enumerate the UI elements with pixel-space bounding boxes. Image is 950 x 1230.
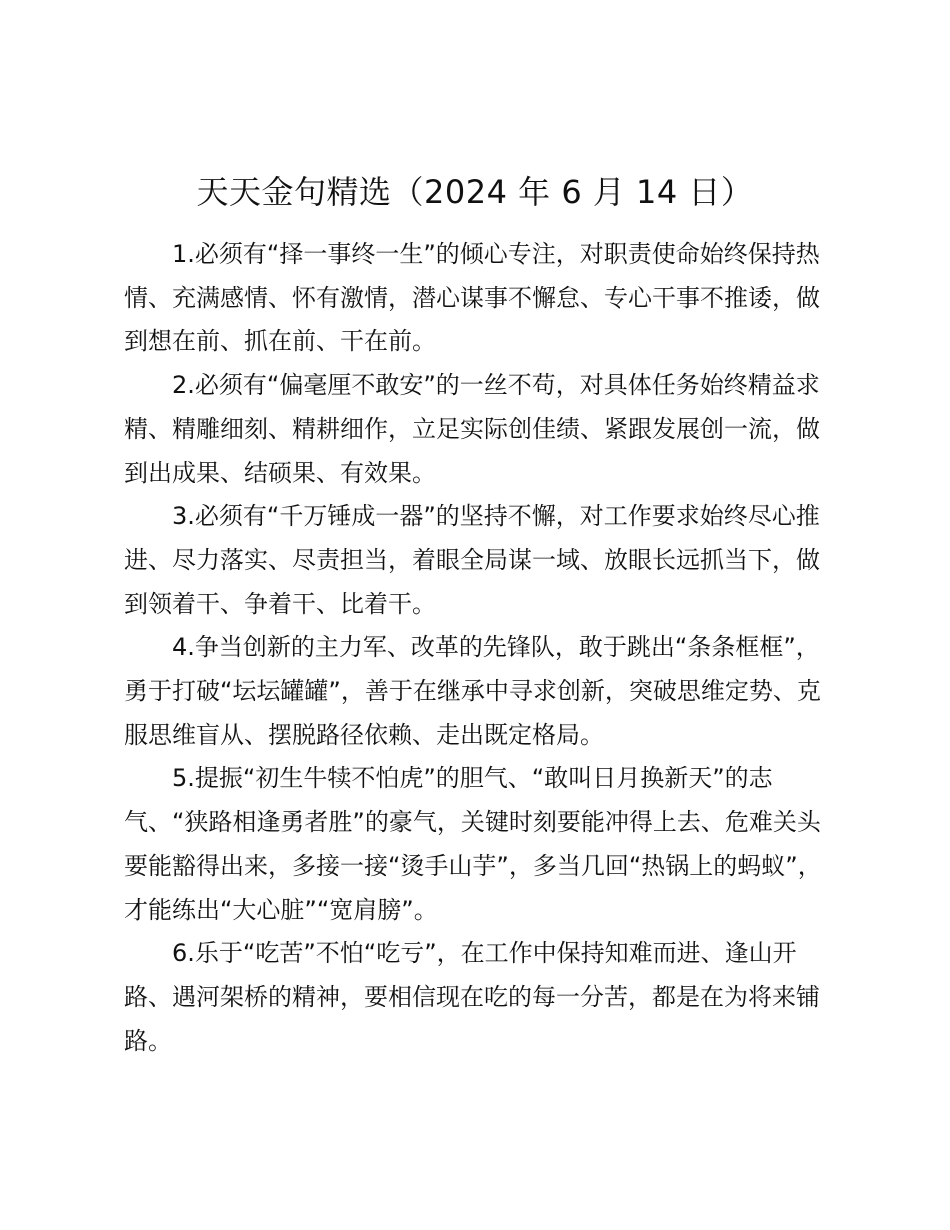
paragraph-4: 4.争当创新的主力军、改革的先锋队，敢于跳出“条条框框”，勇于打破“坛坛罐罐”，善于在继承中寻求创新，突破思维定势、克服思维盲从、摆脱路径依赖、走出既定格局。	[124, 633, 821, 749]
paragraph-5: 5.提振“初生牛犊不怕虎”的胆气、“敢叫日月换新天”的志气、“狭路相逢勇者胜”的豪气，关键时刻要能冲得上去、危难关头要能豁得出来，多接一接“烫手山芋”，多当几回“热锅上的蚂蚁”，才能练出“大心脏”“宽肩膀”。	[124, 764, 822, 924]
paragraph-6: 6.乐于“吃苦”不怕“吃亏”，在工作中保持知难而进、逢山开路、遇河架桥的精神，要相信现在吃的每一分苦，都是在为将来铺路。	[124, 939, 820, 1055]
paragraph-2: 2.必须有“偏毫厘不敢安”的一丝不苟，对具体任务始终精益求精、精雕细刻、精耕细作，立足实际创佳绩、紧跟发展创一流，做到出成果、结硕果、有效果。	[124, 371, 820, 487]
paragraph-3: 3.必须有“千万锤成一器”的坚持不懈，对工作要求始终尽心推进、尽力落实、尽责担当，着眼全局谋一域、放眼长远抓当下，做到领着干、争着干、比着干。	[124, 502, 820, 618]
document-body	[124, 233, 836, 1063]
paragraph-1: 1.必须有“择一事终一生”的倾心专注，对职责使命始终保持热情、充满感情、怀有激情，潜心谋事不懈怠、专心干事不推诿，做到想在前、抓在前、干在前。	[124, 240, 820, 356]
document-title: 天天金句精选（2024 年 6 月 14 日）	[196, 173, 754, 211]
